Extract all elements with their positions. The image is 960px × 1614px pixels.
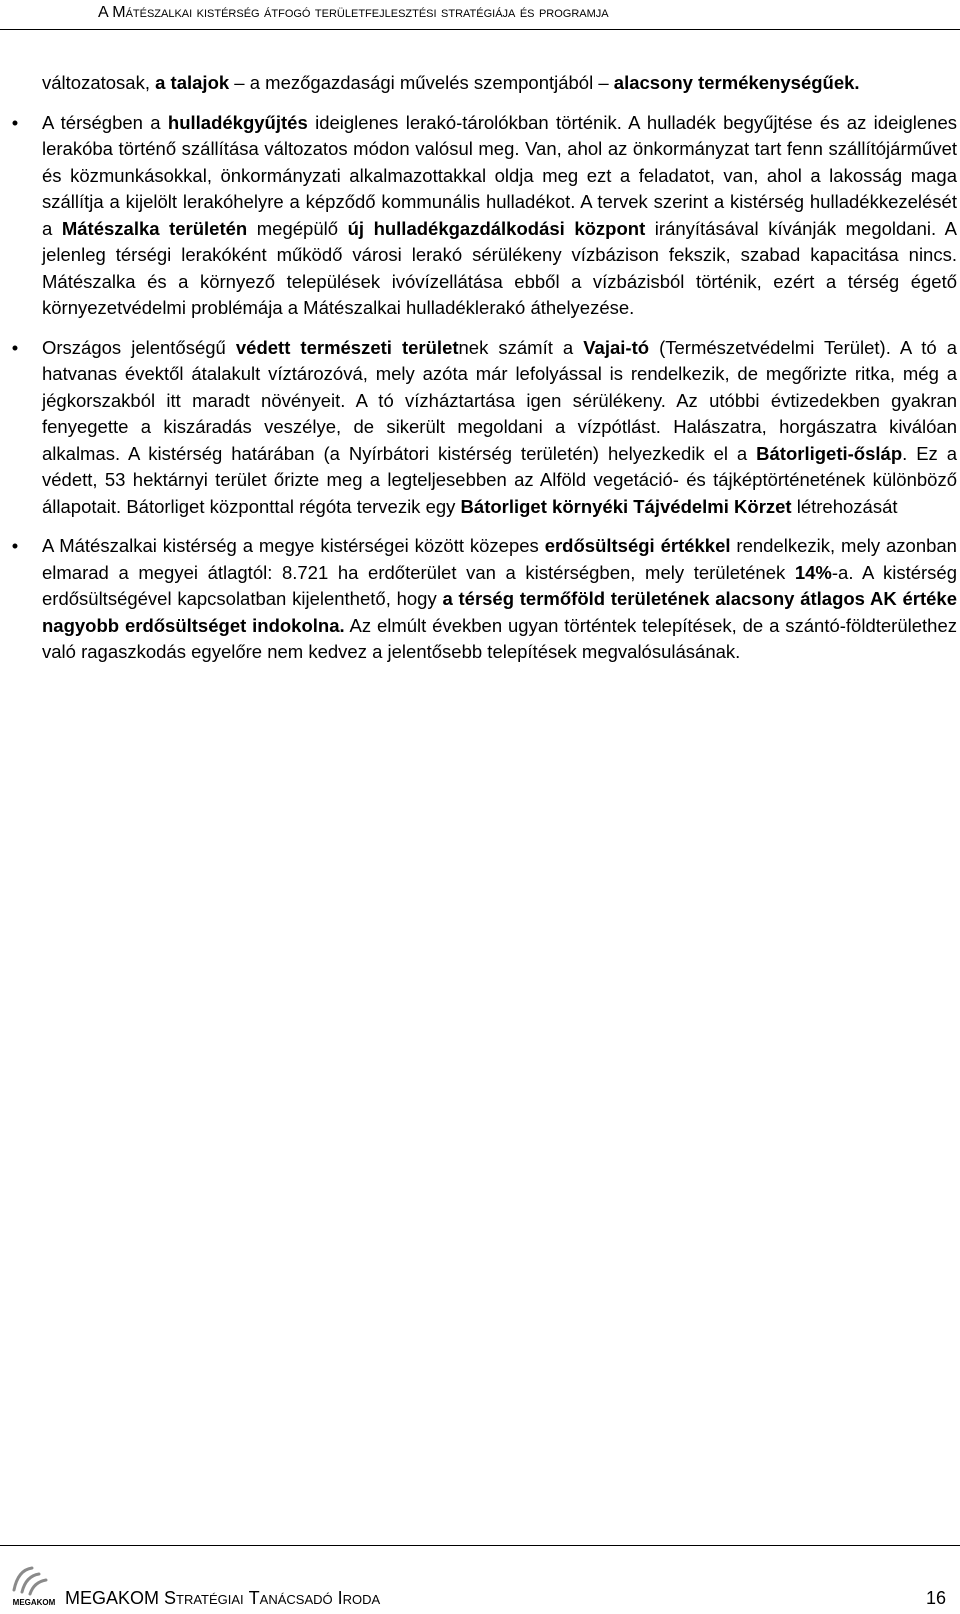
list-item-waste: • A térségben a hulladékgyűjtés ideiglenes lerakó-tárolókban történik. A hulladék begyűjtése és az ideiglenes lerakóba történő szállítása változatos módon valósul meg. Van, ahol az önkormányzat tart fenn szállítójárművet és közmunkásokkal, önkormányzati alkalmazottakkal oldja meg ezt a feladatot, van, ahol a lakosság maga szállítja a kijelölt lerakóhelyre a képződő kommunális hulladékot. A tervek szerint a kistérség hulladékkezelését a Mátészalka területén megépülő új hulladékgazdálkodási központ irányításával kívánják megoldani. A jelenleg térségi lerakóként működő városi lerakó sérülékeny vízbázison fekszik, szabad kapacitása nincs. Mátészalka és a környező települések ivóvízellátása ebből a vízbázisból történik, ezért a térség égető környezetvédelmi problémája a Mátészalkai hulladéklerakó áthelyezése. bbox=[11, 111, 957, 318]
bullet-icon: • bbox=[11, 336, 19, 358]
list-item-protected-area: • Országos jelentőségű védett természeti területnek számít a Vajai-tó (Természetvédelmi Terület). A tó a hatvanas évektől átalakult víztározóvá, mely azóta már lefolyással is rendelkezik, de megőrizte ritka, még a jégkorszakból itt maradt növényeit. A tó vízháztartása igen sérülékeny. Az utóbbi évtizedekben gyakran fenyegette a kiszáradás veszélye, de sikerült megoldani a vízpótlást. Halászatra, horgászatra kiválóan alkalmas. A kistérség határában (a Nyírbátori kistérség területén) helyezkedik el a Bátorligeti-ősláp. Ez a védett, 53 hektárnyi terület őrizte meg a legteljesebben az Alföld vegetáció- és tájképtörténetének különböző állapotait. Bátorliget központtal régóta tervezik egy Bátorliget környéki Tájvédelmi Körzet létrehozását bbox=[11, 336, 957, 517]
intro-paragraph: változatosak, a talajok – a mezőgazdasági művelés szempontjából – alacsony termékenységűek. bbox=[42, 72, 860, 93]
document-body bbox=[11, 70, 958, 666]
megakom-logo-icon bbox=[8, 1556, 60, 1608]
page-footer bbox=[0, 1545, 960, 1614]
logo-text: MEGAKOM bbox=[12, 1598, 56, 1607]
bullet-icon: • bbox=[11, 111, 19, 133]
page-header bbox=[0, 0, 960, 30]
list-item-forestry: • A Mátészalkai kistérség a megye kistérségei között közepes erdősültségi értékkel rendelkezik, mely azonban elmarad a megyei átlagtól: 8.721 ha erdőterület van a kistérségben, mely területének 14%-a. A kistérség erdősültségével kapcsolatban kijelenthető, hogy a térség termőföld területének alacsony átlagos AK értéke nagyobb erdősültséget indokolna. Az elmúlt években ugyan történtek telepítések, de a szántó-földterülethez való ragaszkodás egyelőre nem kedvez a jelentősebb telepítések megvalósulásának. bbox=[11, 535, 958, 662]
bullet-list bbox=[11, 110, 958, 666]
bullet-icon: • bbox=[11, 535, 19, 556]
page-number: 16 bbox=[925, 1588, 946, 1608]
header-title: A Mátészalkai kistérség átfogó területfejlesztési stratégiája és programja bbox=[98, 4, 609, 21]
footer-company: MEGAKOM Stratégiai Tanácsadó Iroda bbox=[65, 1588, 381, 1608]
